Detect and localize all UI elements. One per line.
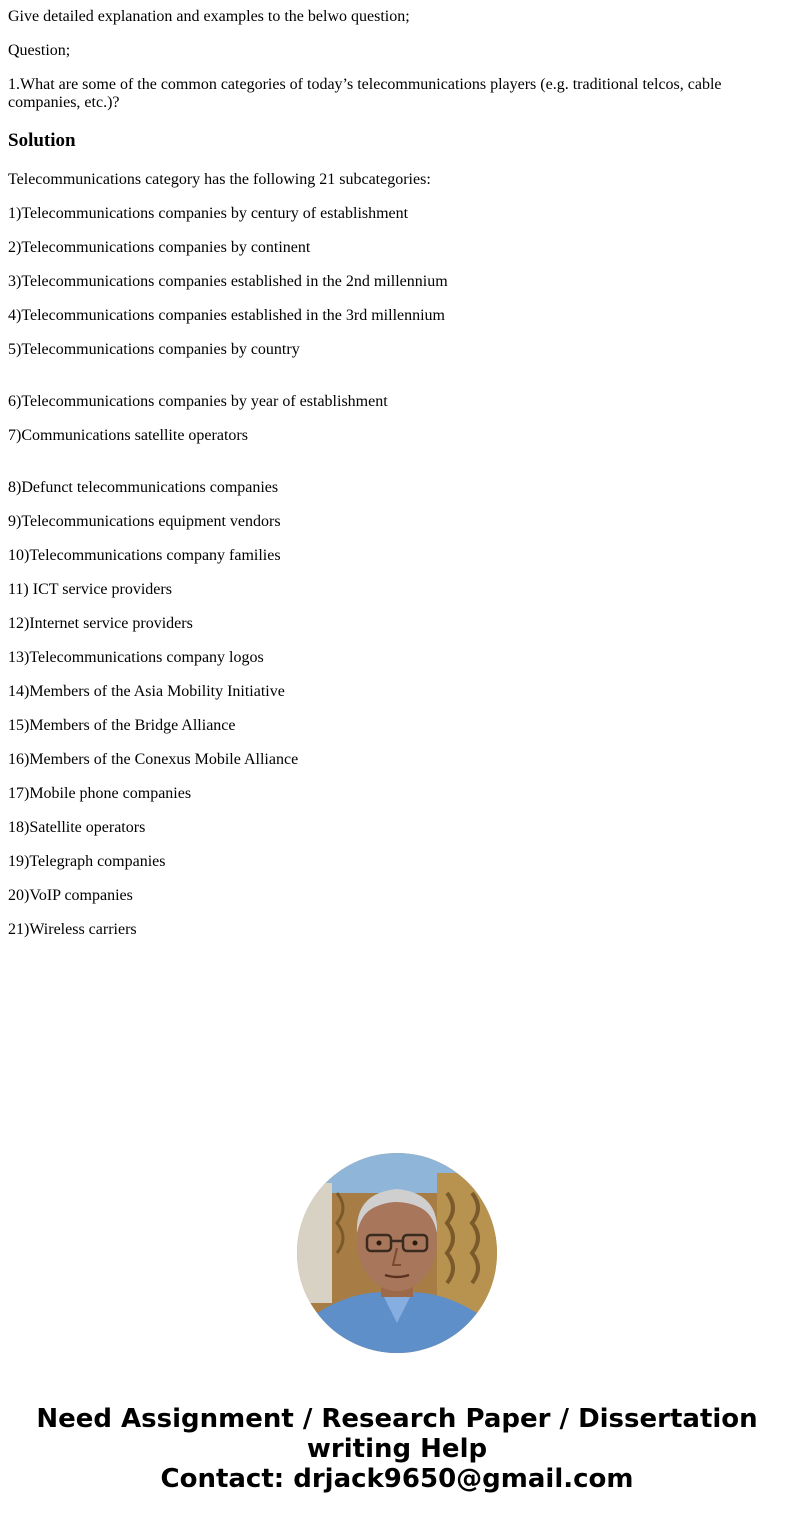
author-portrait-image bbox=[297, 1153, 497, 1353]
contact-email: Contact: drjack9650@gmail.com bbox=[160, 1464, 634, 1494]
list-item: 9)Telecommunications equipment vendors bbox=[8, 513, 281, 530]
list-item: 14)Members of the Asia Mobility Initiative bbox=[8, 683, 285, 700]
author-avatar bbox=[297, 1153, 497, 1353]
list-item: 6)Telecommunications companies by year of establishment bbox=[8, 393, 388, 410]
question-intro: Give detailed explanation and examples to the belwo question; bbox=[8, 8, 410, 25]
list-item: 17)Mobile phone companies bbox=[8, 785, 192, 802]
list-item: 15)Members of the Bridge Alliance bbox=[8, 717, 236, 734]
list-item: 19)Telegraph companies bbox=[8, 853, 166, 870]
list-item: 4)Telecommunications companies established in the 3rd millennium bbox=[8, 307, 445, 324]
question-label: Question; bbox=[8, 42, 71, 59]
banner-line-1: Need Assignment / Research Paper / Dissertation bbox=[36, 1404, 758, 1434]
list-item: 11) ICT service providers bbox=[8, 581, 172, 598]
solution-intro: Telecommunications category has the following 21 subcategories: bbox=[8, 171, 431, 188]
list-item: 10)Telecommunications company families bbox=[8, 547, 281, 564]
list-item: 5)Telecommunications companies by country bbox=[8, 341, 300, 358]
list-item: 21)Wireless carriers bbox=[8, 921, 137, 938]
list-item: 8)Defunct telecommunications companies bbox=[8, 479, 279, 496]
list-item: 1)Telecommunications companies by century of establishment bbox=[8, 205, 409, 222]
list-item: 13)Telecommunications company logos bbox=[8, 649, 264, 666]
list-item: 7)Communications satellite operators bbox=[8, 427, 248, 444]
list-item: 20)VoIP companies bbox=[8, 887, 133, 904]
solution-heading: Solution bbox=[8, 130, 76, 151]
list-item: 16)Members of the Conexus Mobile Alliance bbox=[8, 751, 299, 768]
question-text: 1.What are some of the common categories of today’s telecommunications players (e.g. traditional telcos, cable companies, etc.)? bbox=[8, 76, 722, 111]
list-item: 2)Telecommunications companies by continent bbox=[8, 239, 311, 256]
banner-line-2: writing Help bbox=[306, 1434, 488, 1464]
contact-banner bbox=[0, 1404, 794, 1494]
list-item: 12)Internet service providers bbox=[8, 615, 193, 632]
list-item: 3)Telecommunications companies established in the 2nd millennium bbox=[8, 273, 448, 290]
list-item: 18)Satellite operators bbox=[8, 819, 146, 836]
